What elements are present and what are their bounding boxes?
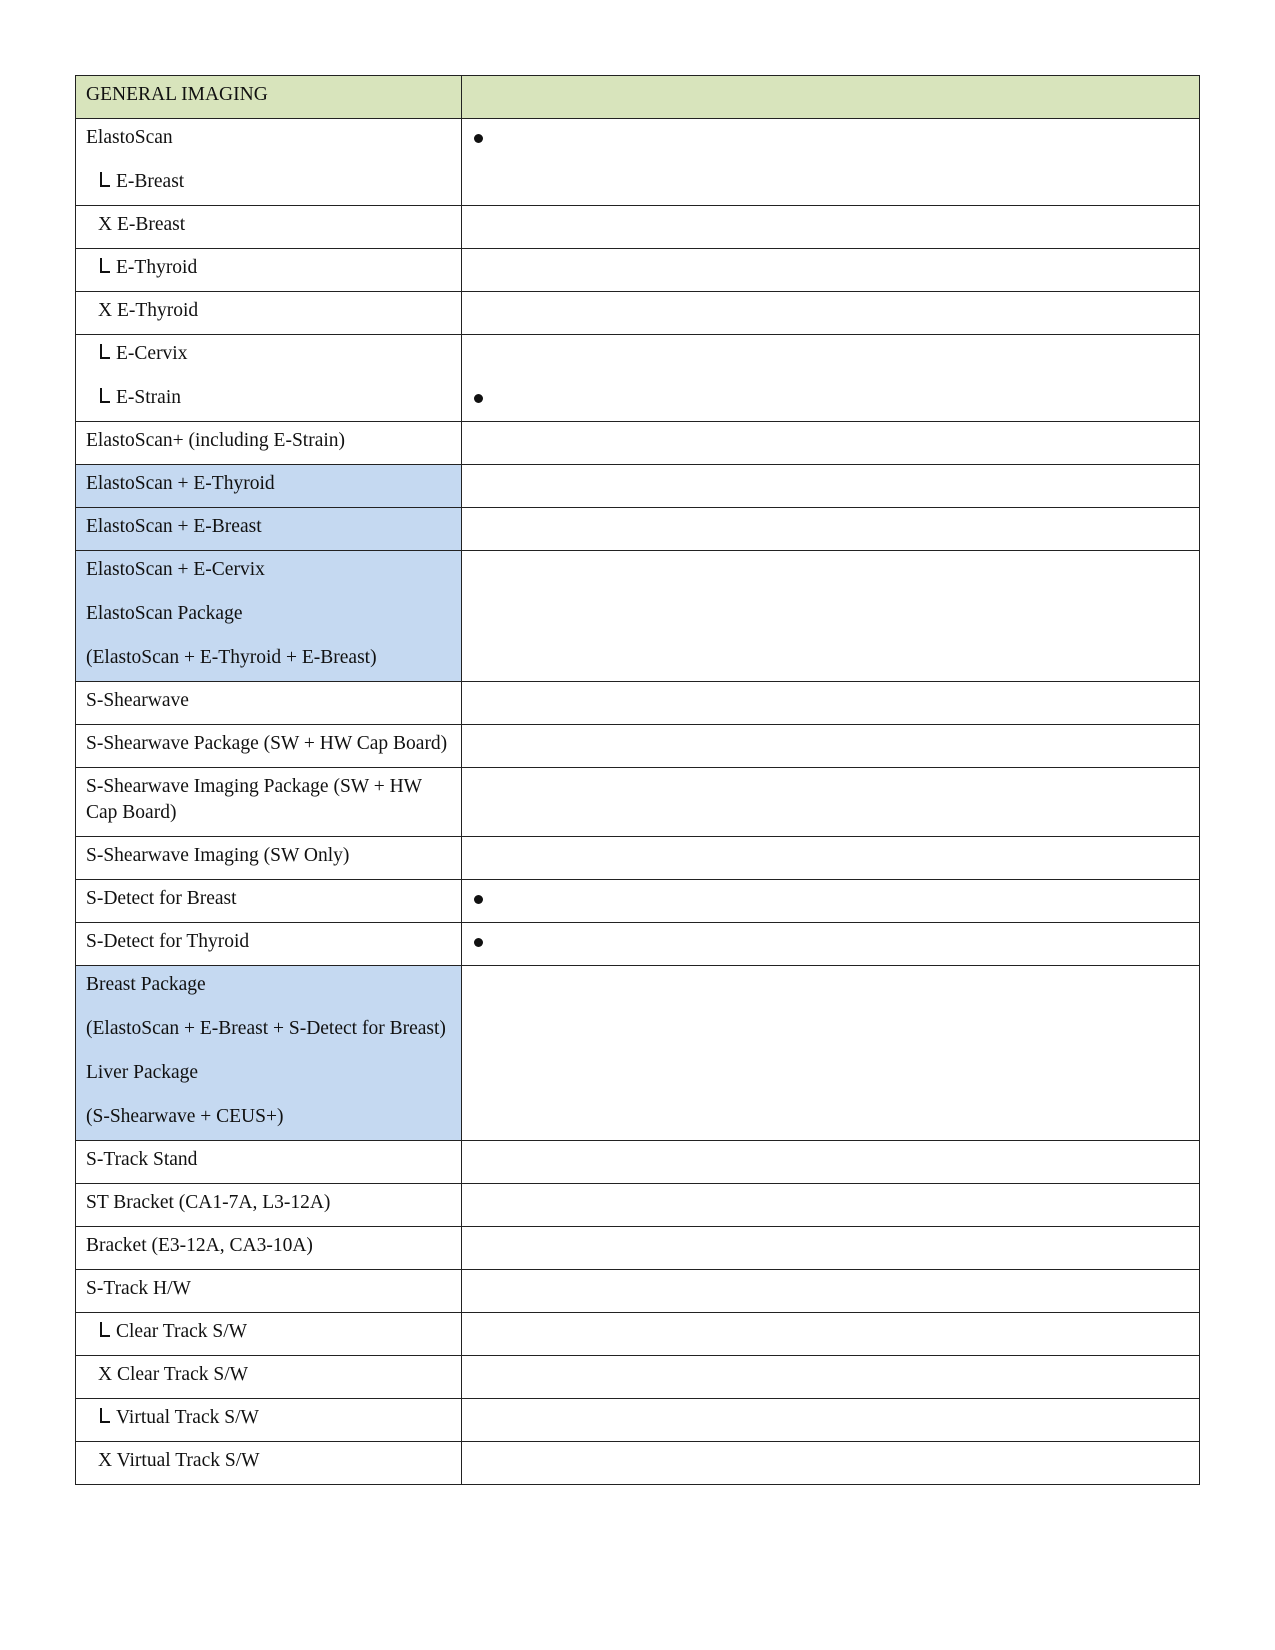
feature-label: ElastoScan Package	[86, 603, 243, 624]
availability-cell	[462, 923, 1200, 966]
feature-line	[86, 1060, 451, 1086]
table-row	[76, 335, 1200, 422]
empty-mark-slot	[474, 169, 1189, 195]
feature-line	[86, 843, 451, 869]
empty-mark-slot	[474, 601, 1189, 627]
feature-line	[86, 255, 451, 281]
feature-cell	[76, 837, 462, 880]
feature-label: ST Bracket (CA1-7A, L3-12A)	[86, 1192, 331, 1213]
feature-label: (ElastoScan + E-Breast + S-Detect for Breast)	[86, 1018, 446, 1039]
feature-line	[86, 1104, 451, 1130]
availability-cell	[462, 335, 1200, 422]
feature-line	[86, 601, 451, 627]
feature-line	[86, 1233, 451, 1259]
feature-line	[86, 385, 451, 411]
feature-label: X E-Thyroid	[98, 300, 199, 321]
feature-line	[86, 1405, 451, 1431]
empty-mark-slot	[474, 1190, 1189, 1216]
feature-label: S-Track Stand	[86, 1149, 198, 1170]
feature-cell	[76, 206, 462, 249]
availability-cell	[462, 1399, 1200, 1442]
table-row	[76, 1141, 1200, 1184]
feature-line	[86, 1016, 451, 1042]
feature-cell	[76, 1399, 462, 1442]
availability-cell	[462, 292, 1200, 335]
feature-cell	[76, 880, 462, 923]
availability-cell	[462, 119, 1200, 206]
table-row	[76, 1227, 1200, 1270]
included-bullet-icon	[474, 125, 1189, 151]
feature-label: (ElastoScan + E-Thyroid + E-Breast)	[86, 647, 377, 668]
included-bullet-icon	[474, 886, 1189, 912]
feature-line	[86, 1448, 451, 1474]
table-row	[76, 682, 1200, 725]
availability-cell	[462, 1313, 1200, 1356]
feature-label: X Clear Track S/W	[98, 1364, 249, 1385]
feature-label: Virtual Track S/W	[116, 1407, 259, 1428]
availability-cell	[462, 837, 1200, 880]
empty-mark-slot	[474, 471, 1189, 497]
table-row	[76, 422, 1200, 465]
feature-label: ElastoScan + E-Breast	[86, 516, 262, 537]
feature-label: ElastoScan + E-Thyroid	[86, 473, 275, 494]
sub-option-corner-icon	[98, 388, 112, 404]
empty-mark-slot	[474, 212, 1189, 238]
feature-cell	[76, 508, 462, 551]
feature-cell	[76, 923, 462, 966]
empty-mark-slot	[474, 1016, 1189, 1042]
table-row	[76, 465, 1200, 508]
table-row	[76, 249, 1200, 292]
table-row	[76, 966, 1200, 1141]
feature-label: Clear Track S/W	[116, 1321, 248, 1342]
feature-cell	[76, 682, 462, 725]
feature-line	[86, 169, 451, 195]
feature-line	[86, 298, 451, 324]
sub-option-corner-icon	[98, 1408, 112, 1424]
included-bullet-icon	[474, 385, 1189, 411]
feature-label: S-Shearwave Package (SW + HW Cap Board)	[86, 733, 448, 754]
feature-line	[86, 774, 451, 826]
feature-line	[86, 212, 451, 238]
empty-mark-slot	[474, 843, 1189, 869]
table-row	[76, 1442, 1200, 1485]
empty-mark-slot	[474, 645, 1189, 671]
empty-mark-slot	[474, 428, 1189, 454]
table-row	[76, 1399, 1200, 1442]
feature-cell	[76, 966, 462, 1141]
section-header-row	[76, 76, 1200, 119]
table-row	[76, 1184, 1200, 1227]
feature-table-body	[76, 76, 1200, 1485]
table-row	[76, 1356, 1200, 1399]
feature-label: S-Detect for Thyroid	[86, 931, 250, 952]
feature-cell	[76, 249, 462, 292]
feature-label: E-Thyroid	[116, 257, 198, 278]
feature-cell	[76, 292, 462, 335]
sub-option-corner-icon	[98, 1322, 112, 1338]
sub-option-corner-icon	[98, 172, 112, 188]
feature-line	[86, 1276, 451, 1302]
feature-line	[86, 731, 451, 757]
availability-cell	[462, 682, 1200, 725]
feature-line	[86, 886, 451, 912]
feature-line	[86, 1147, 451, 1173]
feature-cell	[76, 1184, 462, 1227]
feature-cell	[76, 335, 462, 422]
feature-cell	[76, 1356, 462, 1399]
feature-label: E-Breast	[116, 171, 185, 192]
table-row	[76, 292, 1200, 335]
feature-cell	[76, 1227, 462, 1270]
availability-cell	[462, 1184, 1200, 1227]
availability-cell	[462, 768, 1200, 837]
feature-label: ElastoScan + E-Cervix	[86, 559, 265, 580]
availability-cell	[462, 508, 1200, 551]
feature-line	[86, 428, 451, 454]
feature-line	[86, 125, 451, 151]
feature-line	[86, 341, 451, 367]
empty-mark-slot	[474, 1276, 1189, 1302]
sub-option-corner-icon	[98, 344, 112, 360]
empty-mark-slot	[474, 1104, 1189, 1130]
feature-cell	[76, 1270, 462, 1313]
feature-cell	[76, 1141, 462, 1184]
feature-line	[86, 557, 451, 583]
feature-label: S-Track H/W	[86, 1278, 191, 1299]
feature-line	[86, 514, 451, 540]
table-row	[76, 923, 1200, 966]
feature-cell	[76, 1442, 462, 1485]
empty-mark-slot	[474, 255, 1189, 281]
empty-mark-slot	[474, 298, 1189, 324]
feature-line	[86, 1362, 451, 1388]
feature-cell	[76, 768, 462, 837]
sub-option-corner-icon	[98, 258, 112, 274]
feature-table	[75, 75, 1200, 1485]
empty-mark-slot	[474, 688, 1189, 714]
feature-line	[86, 471, 451, 497]
feature-cell	[76, 465, 462, 508]
availability-cell	[462, 551, 1200, 682]
feature-label: ElastoScan+ (including E-Strain)	[86, 430, 346, 451]
availability-cell	[462, 1356, 1200, 1399]
table-row	[76, 725, 1200, 768]
feature-label: S-Shearwave	[86, 690, 189, 711]
feature-label: E-Strain	[116, 387, 181, 408]
table-row	[76, 206, 1200, 249]
feature-label: S-Shearwave Imaging (SW Only)	[86, 845, 350, 866]
availability-cell	[462, 1141, 1200, 1184]
availability-cell	[462, 465, 1200, 508]
empty-mark-slot	[474, 1233, 1189, 1259]
availability-cell	[462, 1227, 1200, 1270]
feature-cell	[76, 422, 462, 465]
feature-label: (S-Shearwave + CEUS+)	[86, 1106, 284, 1127]
availability-cell	[462, 422, 1200, 465]
table-row	[76, 880, 1200, 923]
feature-cell	[76, 119, 462, 206]
feature-label: X Virtual Track S/W	[98, 1450, 260, 1471]
feature-cell	[76, 1313, 462, 1356]
feature-label: Liver Package	[86, 1062, 199, 1083]
feature-label: Breast Package	[86, 974, 206, 995]
table-row	[76, 768, 1200, 837]
feature-cell	[76, 725, 462, 768]
feature-line	[86, 929, 451, 955]
table-row	[76, 1270, 1200, 1313]
section-header-label: GENERAL IMAGING	[76, 76, 462, 119]
empty-mark-slot	[474, 1448, 1189, 1474]
table-row	[76, 1313, 1200, 1356]
feature-label: S-Shearwave Imaging Package (SW + HW Cap Board)	[86, 776, 422, 823]
feature-label: E-Cervix	[116, 343, 188, 364]
empty-mark-slot	[474, 774, 1189, 800]
availability-cell	[462, 880, 1200, 923]
availability-cell	[462, 249, 1200, 292]
table-row	[76, 119, 1200, 206]
included-bullet-icon	[474, 929, 1189, 955]
feature-label: Bracket (E3-12A, CA3-10A)	[86, 1235, 313, 1256]
table-row	[76, 551, 1200, 682]
feature-label: X E-Breast	[98, 214, 186, 235]
feature-label: S-Detect for Breast	[86, 888, 237, 909]
empty-mark-slot	[474, 1319, 1189, 1345]
feature-line	[86, 1190, 451, 1216]
availability-cell	[462, 725, 1200, 768]
availability-cell	[462, 1442, 1200, 1485]
section-header-value	[462, 76, 1200, 119]
availability-cell	[462, 206, 1200, 249]
feature-cell	[76, 551, 462, 682]
feature-line	[86, 688, 451, 714]
feature-line	[86, 972, 451, 998]
empty-mark-slot	[474, 341, 1189, 367]
feature-line	[86, 1319, 451, 1345]
empty-mark-slot	[474, 514, 1189, 540]
empty-mark-slot	[474, 731, 1189, 757]
availability-cell	[462, 1270, 1200, 1313]
table-row	[76, 837, 1200, 880]
table-row	[76, 508, 1200, 551]
feature-line	[86, 645, 451, 671]
empty-mark-slot	[474, 1405, 1189, 1431]
empty-mark-slot	[474, 557, 1189, 583]
empty-mark-slot	[474, 972, 1189, 998]
availability-cell	[462, 966, 1200, 1141]
empty-mark-slot	[474, 1362, 1189, 1388]
empty-mark-slot	[474, 1147, 1189, 1173]
empty-mark-slot	[474, 1060, 1189, 1086]
feature-label: ElastoScan	[86, 127, 173, 148]
